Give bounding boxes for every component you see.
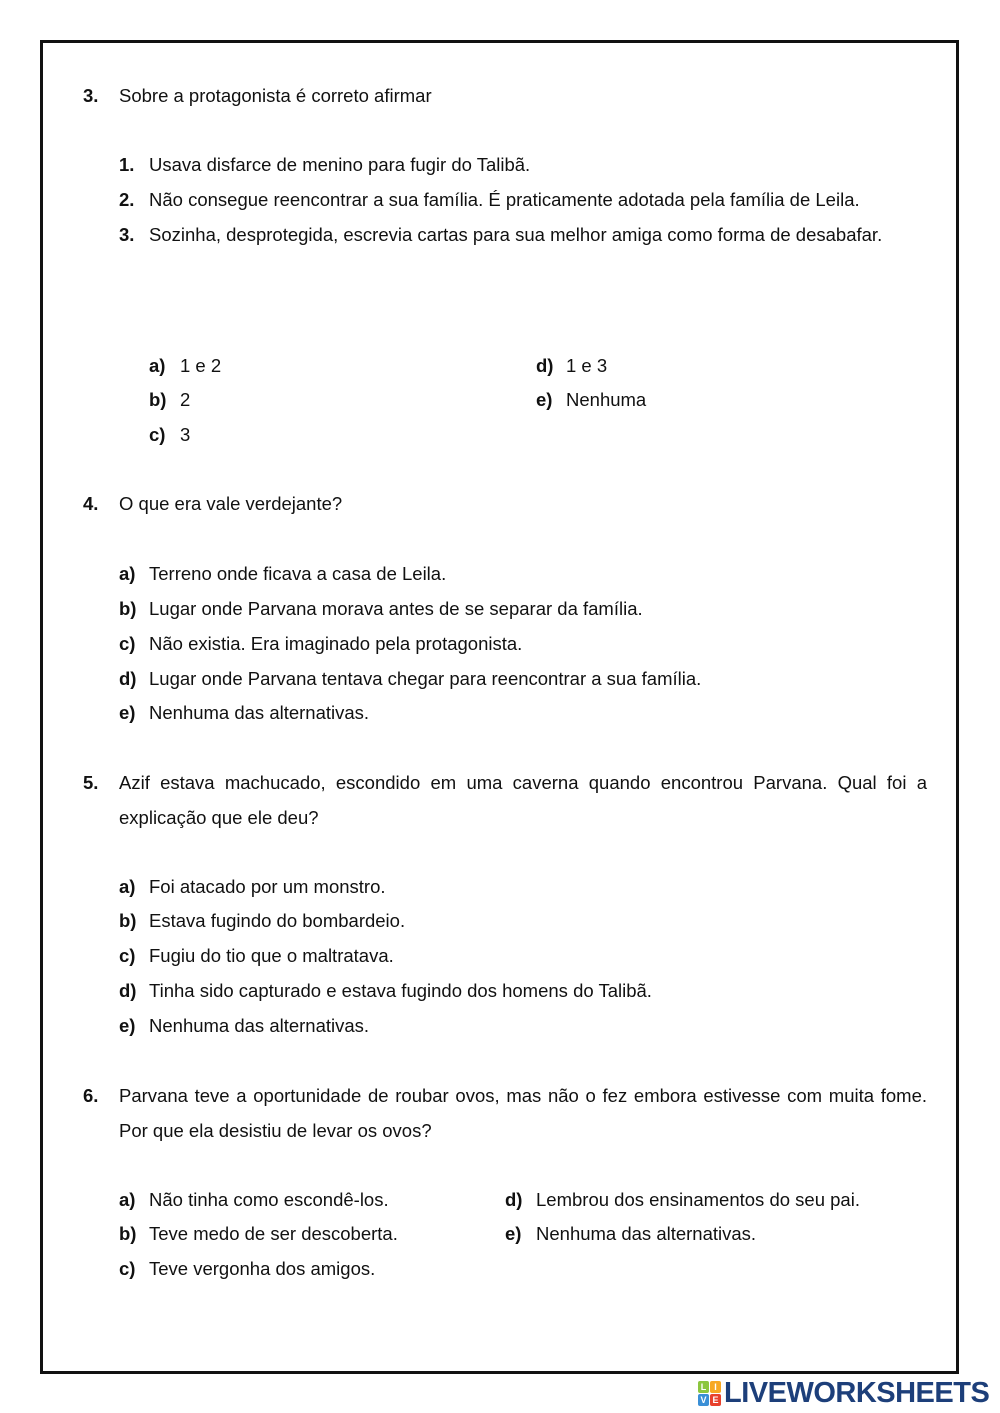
option-letter[interactable]: c) — [119, 945, 136, 966]
option-letter[interactable]: a) — [119, 876, 136, 897]
option-text[interactable]: Estava fugindo do bombardeio. — [149, 910, 406, 931]
option-letter[interactable]: a) — [119, 563, 136, 584]
option-letter[interactable]: a) — [149, 355, 166, 376]
option-text[interactable]: Lugar onde Parvana tentava chegar para reencontrar a sua família. — [149, 668, 702, 689]
question-number: 5. — [83, 772, 99, 793]
option-letter[interactable]: d) — [119, 668, 137, 689]
option-text[interactable]: Terreno onde ficava a casa de Leila. — [149, 563, 447, 584]
question-number: 3. — [83, 85, 99, 106]
logo-text: LIVEWORKSHEETS — [724, 1376, 990, 1409]
question-number: 6. — [83, 1085, 99, 1106]
option-letter[interactable]: d) — [119, 980, 137, 1001]
option-text[interactable]: Não existia. Era imaginado pela protagonista. — [149, 633, 523, 654]
statement-text: Sozinha, desprotegida, escrevia cartas para sua melhor amiga como forma de desabafar. — [149, 224, 883, 245]
option-letter[interactable]: b) — [119, 910, 137, 931]
question-text: Parvana teve a oportunidade de roubar ovos, mas não o fez embora estivesse com muita fome. Por que ela desistiu de levar os ovos? — [119, 1085, 927, 1141]
option-letter[interactable]: d) — [505, 1189, 523, 1210]
question-number: 4. — [83, 493, 99, 514]
option-text[interactable]: Nenhuma das alternativas. — [149, 1015, 370, 1036]
option-letter[interactable]: c) — [149, 424, 166, 445]
option-letter[interactable]: b) — [119, 598, 137, 619]
option-text[interactable]: Lugar onde Parvana morava antes de se separar da família. — [149, 598, 643, 619]
option-text[interactable]: Foi atacado por um monstro. — [149, 876, 386, 897]
statement-number: 1. — [119, 154, 135, 175]
option-text[interactable]: Nenhuma das alternativas. — [536, 1223, 757, 1244]
logo-mark-icon: L I V E — [698, 1381, 721, 1406]
option-text[interactable]: 3 — [180, 424, 191, 445]
option-letter[interactable]: e) — [119, 702, 136, 723]
statement-number: 2. — [119, 189, 135, 210]
option-text[interactable]: Nenhuma das alternativas. — [149, 702, 370, 723]
option-text[interactable]: Teve vergonha dos amigos. — [149, 1258, 376, 1279]
question-text: Azif estava machucado, escondido em uma caverna quando encontrou Parvana. Qual foi a explicação que ele deu? — [119, 772, 927, 828]
option-letter[interactable]: c) — [119, 633, 136, 654]
option-text[interactable]: Teve medo de ser descoberta. — [149, 1223, 398, 1244]
question-text: O que era vale verdejante? — [119, 493, 343, 514]
statement-text: Não consegue reencontrar a sua família. É praticamente adotada pela família de Leila. — [149, 189, 860, 210]
option-text[interactable]: Não tinha como escondê-los. — [149, 1189, 389, 1210]
option-letter[interactable]: c) — [119, 1258, 136, 1279]
option-letter[interactable]: b) — [149, 389, 167, 410]
liveworksheets-logo — [698, 1378, 989, 1408]
option-text[interactable]: Fugiu do tio que o maltratava. — [149, 945, 394, 966]
question-text: Sobre a protagonista é correto afirmar — [119, 85, 432, 106]
option-letter[interactable]: e) — [119, 1015, 136, 1036]
option-letter[interactable]: d) — [536, 355, 554, 376]
option-letter[interactable]: b) — [119, 1223, 137, 1244]
option-text[interactable]: Tinha sido capturado e estava fugindo dos homens do Talibã. — [149, 980, 652, 1001]
option-text[interactable]: 1 e 3 — [566, 355, 608, 376]
option-text[interactable]: 2 — [180, 389, 191, 410]
statement-text: Usava disfarce de menino para fugir do Talibã. — [149, 154, 531, 175]
option-text[interactable]: Nenhuma — [566, 389, 647, 410]
option-letter[interactable]: e) — [536, 389, 553, 410]
option-letter[interactable]: a) — [119, 1189, 136, 1210]
statement-number: 3. — [119, 224, 135, 245]
option-text[interactable]: 1 e 2 — [180, 355, 222, 376]
option-text[interactable]: Lembrou dos ensinamentos do seu pai. — [536, 1189, 860, 1210]
option-letter[interactable]: e) — [505, 1223, 522, 1244]
